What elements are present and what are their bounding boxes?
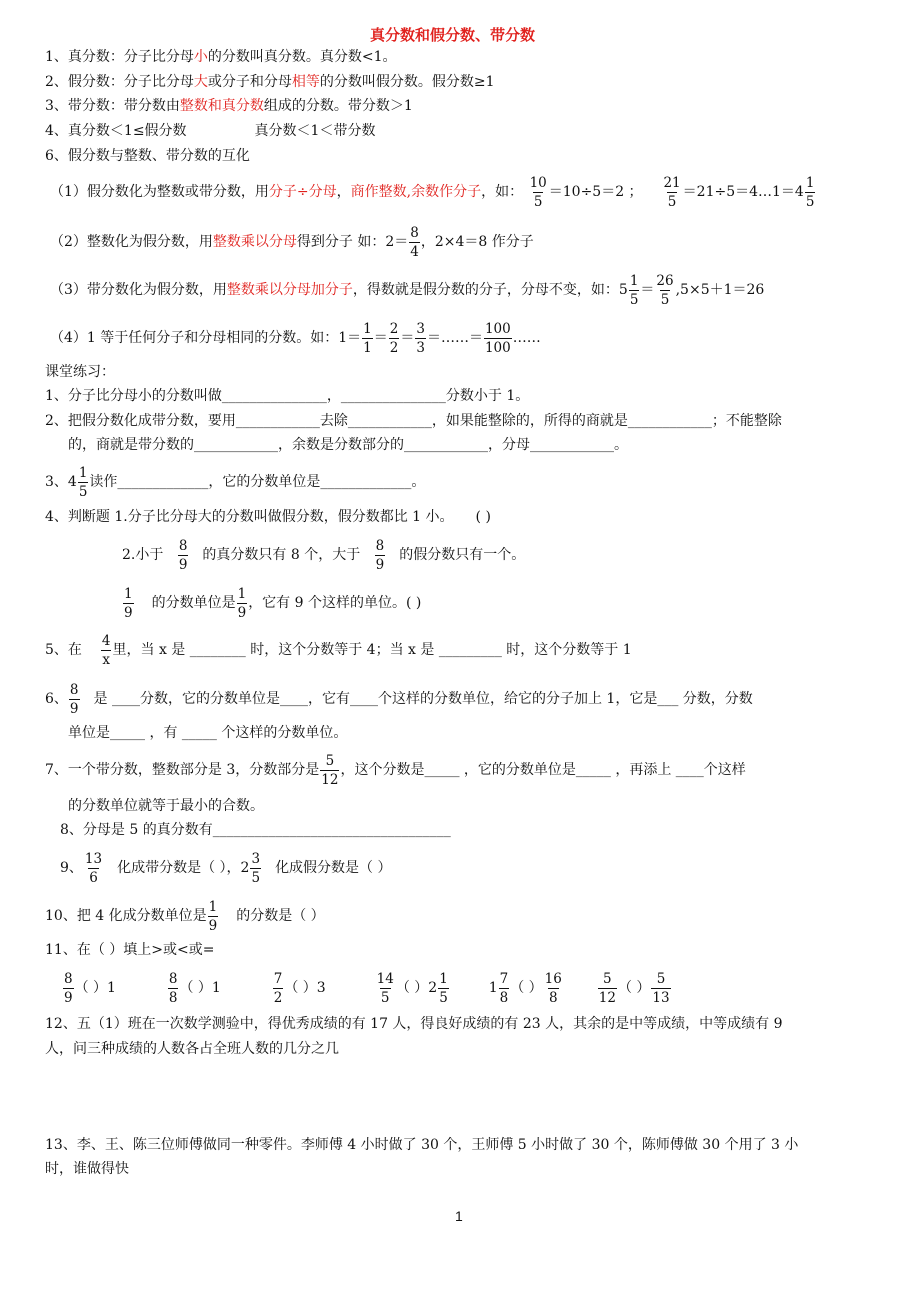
question-text: 化成带分数是（ ），2 xyxy=(117,860,250,876)
numerator: 1 xyxy=(78,464,88,481)
fraction xyxy=(123,586,134,621)
question-4-item-2 xyxy=(122,535,525,575)
rule-text: ＝10÷5＝2 ； xyxy=(548,184,643,200)
def-text: 真分数＜1＜带分数 xyxy=(254,123,376,139)
fraction xyxy=(544,971,563,1006)
rule-text: ,5×5＋1＝26 xyxy=(675,282,765,298)
denominator: 5 xyxy=(805,193,815,210)
denominator: 12 xyxy=(321,771,339,788)
rule-text: ， xyxy=(336,184,351,200)
def-highlight: 相等 xyxy=(291,74,320,90)
rule-text: ，得数就是假分数的分子，分母不变，如：5 xyxy=(352,282,628,298)
question-text: 读作_____________，它的分数单位是_____________。 xyxy=(89,474,426,490)
question-text: 6、 xyxy=(45,691,68,707)
numerator: 100 xyxy=(484,320,511,337)
denominator: 9 xyxy=(178,556,188,573)
question-9 xyxy=(60,848,392,888)
fraction xyxy=(376,971,395,1006)
numerator: 14 xyxy=(376,970,394,987)
question-text: ，它有 9 个这样的单位。( ) xyxy=(248,595,422,611)
definition-comparison xyxy=(45,121,375,141)
numerator: 5 xyxy=(656,970,666,987)
denominator: 1 xyxy=(363,339,372,356)
question-text: 7、一个带分数，整数部分是 3，分数部分是 xyxy=(45,762,320,778)
compare-blank: （ ） xyxy=(74,980,108,996)
question-11: 11、在（ ）填上>或<或= xyxy=(45,942,215,958)
def-text: 3、带分数：带分数由 xyxy=(45,98,180,114)
fraction xyxy=(499,971,510,1006)
numerator: 21 xyxy=(663,174,681,191)
rule-text: （1）假分数化为整数或带分数，用 xyxy=(50,184,269,200)
fraction xyxy=(168,971,179,1006)
denominator: 4 xyxy=(410,243,419,260)
question-4-item-3 xyxy=(122,583,421,623)
denominator: 9 xyxy=(375,556,385,573)
definition-proper-fraction xyxy=(45,47,397,67)
def-text: 2、假分数：分子比分母 xyxy=(45,74,194,90)
denominator: 8 xyxy=(168,989,178,1006)
question-2: 2、把假分数化成带分数，要用____________去除____________，如果能整除的，所得的商就是____________；不能整除 xyxy=(45,413,782,429)
numerator: 8 xyxy=(178,537,188,554)
fraction xyxy=(598,971,617,1006)
def-text: 1、真分数：分子比分母 xyxy=(45,49,194,65)
denominator: 5 xyxy=(251,869,261,886)
fraction xyxy=(629,273,640,308)
denominator: 5 xyxy=(660,291,670,308)
question-12: 12、五（1）班在一次数学测验中，得优秀成绩的有 17 人，得良好成绩的有 23 人，其余的是中等成绩，中等成绩有 9 xyxy=(45,1016,783,1032)
rule-text: ，如： xyxy=(481,184,524,200)
denominator: 9 xyxy=(69,700,79,717)
numerator: 13 xyxy=(84,850,103,867)
numerator: 1 xyxy=(124,585,133,602)
question-8: 8、分母是 5 的真分数有__________________________________ xyxy=(60,822,451,838)
question-text: 的分数是（ ） xyxy=(236,908,325,924)
compare-value: 1 xyxy=(107,980,116,996)
numerator: 26 xyxy=(656,272,674,289)
denominator: 100 xyxy=(484,339,511,356)
numerator: 8 xyxy=(410,224,419,241)
rule-highlight: 商作整数,余数作分子 xyxy=(350,184,482,200)
conversion-rule-3 xyxy=(50,270,764,310)
fraction xyxy=(101,633,112,668)
question-1: 1、分子比分母小的分数叫做_______________，_______________分数小于 1。 xyxy=(45,388,530,404)
rule-text: ＝ xyxy=(640,282,655,298)
question-5 xyxy=(45,630,632,670)
numerator: 1 xyxy=(805,174,815,191)
fraction xyxy=(237,586,248,621)
numerator: 8 xyxy=(69,681,79,698)
compare-blank: （ ） xyxy=(617,980,651,996)
numerator: 8 xyxy=(375,537,385,554)
fraction xyxy=(178,538,189,573)
numerator: 1 xyxy=(363,320,372,337)
question-4 xyxy=(45,507,491,527)
rule-text: ＝……＝ xyxy=(426,330,483,346)
compare-blank: （ ） xyxy=(395,980,429,996)
denominator: 8 xyxy=(499,989,509,1006)
fraction xyxy=(362,321,373,356)
denominator: 9 xyxy=(208,917,218,934)
numerator: 5 xyxy=(603,970,612,987)
fraction xyxy=(250,851,261,886)
denominator: 9 xyxy=(237,604,247,621)
denominator: x xyxy=(102,651,111,668)
compare-value: 2 xyxy=(428,980,438,996)
question-text: 2.小于 xyxy=(122,547,164,563)
compare-blank: （ ） xyxy=(179,980,212,996)
question-text: ，这个分数是_____ ，它的分数单位是_____ ，再添上 ____个这样 xyxy=(340,762,746,778)
fraction xyxy=(484,321,512,356)
page-number: 1 xyxy=(455,1208,463,1224)
denominator: 5 xyxy=(533,193,543,210)
denominator: 6 xyxy=(89,869,98,886)
comparison-row xyxy=(62,968,672,1008)
fraction xyxy=(655,273,674,308)
denominator: 5 xyxy=(439,989,448,1006)
page-title: 真分数和假分数、带分数 xyxy=(370,26,536,44)
question-3 xyxy=(45,462,425,502)
def-text: 4、真分数＜1≤假分数 xyxy=(45,123,187,139)
compare-value: 1 xyxy=(211,980,221,996)
rule-highlight: 整数乘以分母加分子 xyxy=(226,282,353,298)
def-text: 或分子和分母 xyxy=(207,74,292,90)
denominator: 9 xyxy=(64,989,73,1006)
def-highlight: 大 xyxy=(193,74,208,90)
rule-text: ＝ xyxy=(400,330,415,346)
question-text: 的真分数只有 8 个，大于 xyxy=(202,547,361,563)
rule-text: （2）整数化为假分数，用 xyxy=(50,234,213,250)
conversion-rule-1 xyxy=(50,172,816,212)
denominator: 13 xyxy=(652,989,670,1006)
numerator: 4 xyxy=(101,632,111,649)
rule-text: （4）1 等于任何分子和分母相同的分数。如：1＝ xyxy=(50,330,362,346)
practice-heading: 课堂练习： xyxy=(45,364,115,380)
rule-text: 得到分子 如：2＝ xyxy=(296,234,409,250)
numerator: 1 xyxy=(208,898,218,915)
numerator: 7 xyxy=(499,970,509,987)
numerator: 1 xyxy=(439,970,448,987)
question-7 xyxy=(45,750,746,790)
question-text: 化成假分数是（ ） xyxy=(275,860,392,876)
conversion-rule-4 xyxy=(50,318,541,358)
question-text: 的分数单位是 xyxy=(151,595,236,611)
answer-blank: ( ) xyxy=(475,509,491,525)
fraction xyxy=(63,971,74,1006)
fraction xyxy=(415,321,426,356)
rule-text: …… xyxy=(512,330,541,346)
denominator: 8 xyxy=(548,989,558,1006)
numerator: 7 xyxy=(273,970,283,987)
numerator: 5 xyxy=(325,752,335,769)
question-text: 的假分数只有一个。 xyxy=(399,547,526,563)
question-12-cont: 人，问三种成绩的人数各占全班人数的几分之几 xyxy=(45,1041,339,1057)
rule-highlight: 分子÷分母 xyxy=(268,184,337,200)
definition-conversion-heading: 6、假分数与整数、带分数的互化 xyxy=(45,148,250,164)
numerator: 3 xyxy=(251,850,261,867)
question-7-cont: 的分数单位就等于最小的合数。 xyxy=(68,798,264,814)
numerator: 1 xyxy=(237,585,247,602)
conversion-rule-2 xyxy=(50,222,534,262)
definition-improper-fraction xyxy=(45,72,495,92)
denominator: 5 xyxy=(380,989,390,1006)
numerator: 8 xyxy=(168,970,178,987)
question-text: 3、4 xyxy=(45,474,77,490)
numerator: 8 xyxy=(64,970,73,987)
fraction xyxy=(208,899,219,934)
compare-blank: （ ） xyxy=(284,980,317,996)
compare-blank: （ ） xyxy=(510,980,543,996)
numerator: 3 xyxy=(416,320,425,337)
fraction xyxy=(84,851,103,886)
denominator: 2 xyxy=(273,989,283,1006)
denominator: 5 xyxy=(78,483,88,500)
def-highlight: 整数和真分数 xyxy=(179,98,264,114)
fraction xyxy=(78,465,89,500)
numerator: 1 xyxy=(629,272,639,289)
fraction xyxy=(409,225,420,260)
fraction xyxy=(662,175,681,210)
question-text: 是 ____分数，它的分数单位是____，它有____个这样的分数单位，给它的分子加上 1，它是___ 分数，分数 xyxy=(93,691,753,707)
def-text: 的分数叫真分数。真分数<1。 xyxy=(207,49,397,65)
numerator: 2 xyxy=(389,320,399,337)
question-text: 5、在 xyxy=(45,642,82,658)
denominator: 3 xyxy=(416,339,425,356)
def-text: 的分数叫假分数。假分数≥1 xyxy=(319,74,495,90)
numerator: 10 xyxy=(529,174,547,191)
denominator: 5 xyxy=(667,193,677,210)
denominator: 2 xyxy=(389,339,399,356)
denominator: 9 xyxy=(124,604,133,621)
definition-mixed-number xyxy=(45,96,413,116)
question-13-cont: 时，谁做得快 xyxy=(45,1161,129,1177)
question-6-cont: 单位是_____ ，有 _____ 个这样的分数单位。 xyxy=(68,725,348,741)
rule-highlight: 整数乘以分母 xyxy=(212,234,297,250)
question-text: 4、判断题 1.分子比分母大的分数叫做假分数，假分数都比 1 小。 xyxy=(45,509,454,525)
fraction xyxy=(69,682,80,717)
fraction xyxy=(438,971,449,1006)
rule-text: ＝21÷5＝4…1＝4 xyxy=(682,184,804,200)
fraction xyxy=(320,753,339,788)
rule-text: （3）带分数化为假分数，用 xyxy=(50,282,227,298)
question-13: 13、李、王、陈三位师傅做同一种零件。李师傅 4 小时做了 30 个，王师傅 5 小时做了 30 个，陈师傅做 30 个用了 3 小 xyxy=(45,1137,799,1153)
question-text: 里，当 x 是 ________ 时，这个分数等于 4；当 x 是 _________ 时，这个分数等于 1 xyxy=(112,642,632,658)
question-6 xyxy=(45,679,753,719)
def-text: 组成的分数。带分数＞1 xyxy=(263,98,413,114)
question-text: 9、 xyxy=(60,860,83,876)
question-10 xyxy=(45,896,325,936)
denominator: 5 xyxy=(629,291,639,308)
compare-value: 3 xyxy=(316,980,326,996)
compare-value: 1 xyxy=(488,980,498,996)
fraction xyxy=(529,175,548,210)
def-highlight: 小 xyxy=(193,49,208,65)
question-text: 10、把 4 化成分数单位是 xyxy=(45,908,207,924)
fraction xyxy=(389,321,400,356)
fraction xyxy=(273,971,284,1006)
rule-text: ，2×4＝8 作分子 xyxy=(420,234,534,250)
question-2-cont: 的，商就是带分数的____________，余数是分数部分的____________，分母____________。 xyxy=(68,437,628,453)
denominator: 12 xyxy=(598,989,616,1006)
fraction xyxy=(805,175,816,210)
numerator: 16 xyxy=(544,970,562,987)
fraction xyxy=(375,538,386,573)
rule-text: ＝ xyxy=(373,330,388,346)
fraction xyxy=(651,971,670,1006)
